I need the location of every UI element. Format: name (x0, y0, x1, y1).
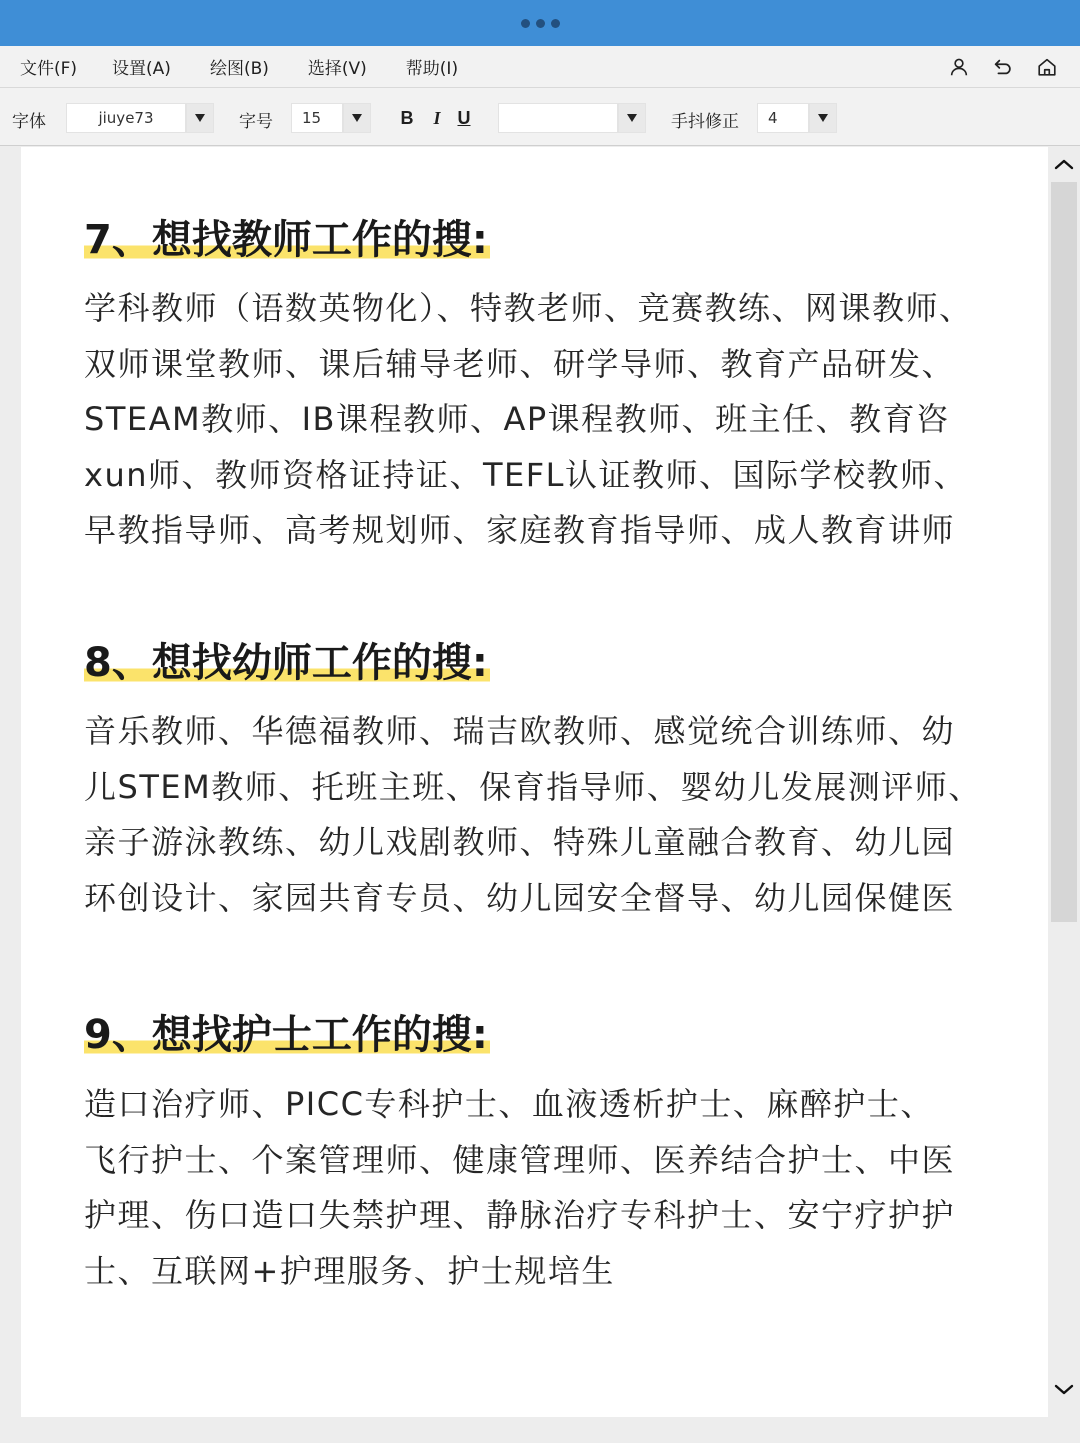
menubar (0, 46, 1080, 88)
format-toolbar (0, 88, 1080, 146)
style-dropdown-button[interactable] (618, 103, 646, 133)
section-title-text: 8、想找幼师工作的搜: (84, 640, 488, 686)
section-body (84, 281, 1014, 559)
menu-select[interactable]: 选择(V) (307, 59, 367, 79)
chevron-down-icon (194, 113, 206, 123)
chevron-down-icon (351, 113, 363, 123)
scrollbar-thumb[interactable] (1051, 182, 1077, 922)
size-select[interactable]: 15 (291, 103, 343, 133)
text-line: 亲子游泳教练、幼儿戏剧教师、特殊儿童融合教育、幼儿园 (84, 823, 956, 862)
chevron-down-icon (626, 113, 638, 123)
italic-button[interactable]: I (433, 107, 441, 128)
text-line: 护理、伤口造口失禁护理、静脉治疗专科护士、安宁疗护护 (84, 1196, 956, 1235)
section-title (84, 1011, 490, 1059)
window-titlebar[interactable] (0, 0, 1080, 46)
scroll-up-icon[interactable] (1052, 152, 1076, 176)
section-title (84, 216, 490, 264)
window-options-icon[interactable] (521, 19, 560, 28)
style-select[interactable] (498, 103, 618, 133)
underline-button[interactable]: U (457, 107, 471, 128)
text-line: 音乐教师、华德福教师、瑞吉欧教师、感觉统合训练师、幼 (84, 712, 956, 750)
menu-settings[interactable]: 设置(A) (112, 59, 171, 79)
menu-file[interactable]: 文件(F) (20, 59, 78, 79)
text-line: 环创设计、家园共育专员、幼儿园安全督导、幼儿园保健医 (84, 878, 956, 917)
home-icon[interactable] (1036, 56, 1058, 78)
text-line: 儿STEM教师、托班主班、保育指导师、婴幼儿发展测评师、 (84, 767, 982, 806)
section-body (84, 704, 1014, 926)
tremor-dropdown-button[interactable] (809, 103, 837, 133)
chevron-down-icon (817, 113, 829, 123)
text-line: xun师、教师资格证持证、TEFL认证教师、国际学校教师、 (84, 455, 968, 494)
section-title-text: 9、想找护士工作的搜: (84, 1012, 488, 1058)
section-title (84, 639, 490, 687)
text-line: 双师课堂教师、课后辅导老师、研学导师、教育产品研发、 (84, 344, 956, 383)
text-line: 学科教师（语数英物化）、特教老师、竞赛教练、网课教师、 (84, 289, 973, 327)
section-title-text: 7、想找教师工作的搜: (84, 217, 488, 263)
size-label: 字号 (239, 112, 273, 132)
font-select[interactable]: jiuye73 (66, 103, 186, 133)
menu-draw[interactable]: 绘图(B) (209, 59, 269, 79)
text-line: STEAM教师、IB课程教师、AP课程教师、班主任、教育咨 (84, 400, 950, 439)
text-line: 飞行护士、个案管理师、健康管理师、医养结合护士、中医 (84, 1140, 956, 1179)
tremor-correction-select[interactable]: 4 (757, 103, 809, 133)
menu-help[interactable]: 帮助(I) (405, 59, 459, 79)
text-line: 士、互联网+护理服务、护士规培生 (84, 1251, 615, 1290)
undo-icon[interactable] (992, 56, 1014, 78)
section-body (84, 1077, 1014, 1299)
text-line: 早教指导师、高考规划师、家庭教育指导师、成人教育讲师 (84, 511, 956, 550)
font-dropdown-button[interactable] (186, 103, 214, 133)
bold-button[interactable]: B (400, 107, 414, 128)
text-line: 造口治疗师、PICC专科护士、血液透析护士、麻醉护士、 (84, 1085, 934, 1123)
font-label: 字体 (12, 112, 46, 132)
tremor-correction-label: 手抖修正 (671, 112, 739, 132)
size-dropdown-button[interactable] (343, 103, 371, 133)
scroll-down-icon[interactable] (1052, 1378, 1076, 1402)
user-icon[interactable] (948, 56, 970, 78)
